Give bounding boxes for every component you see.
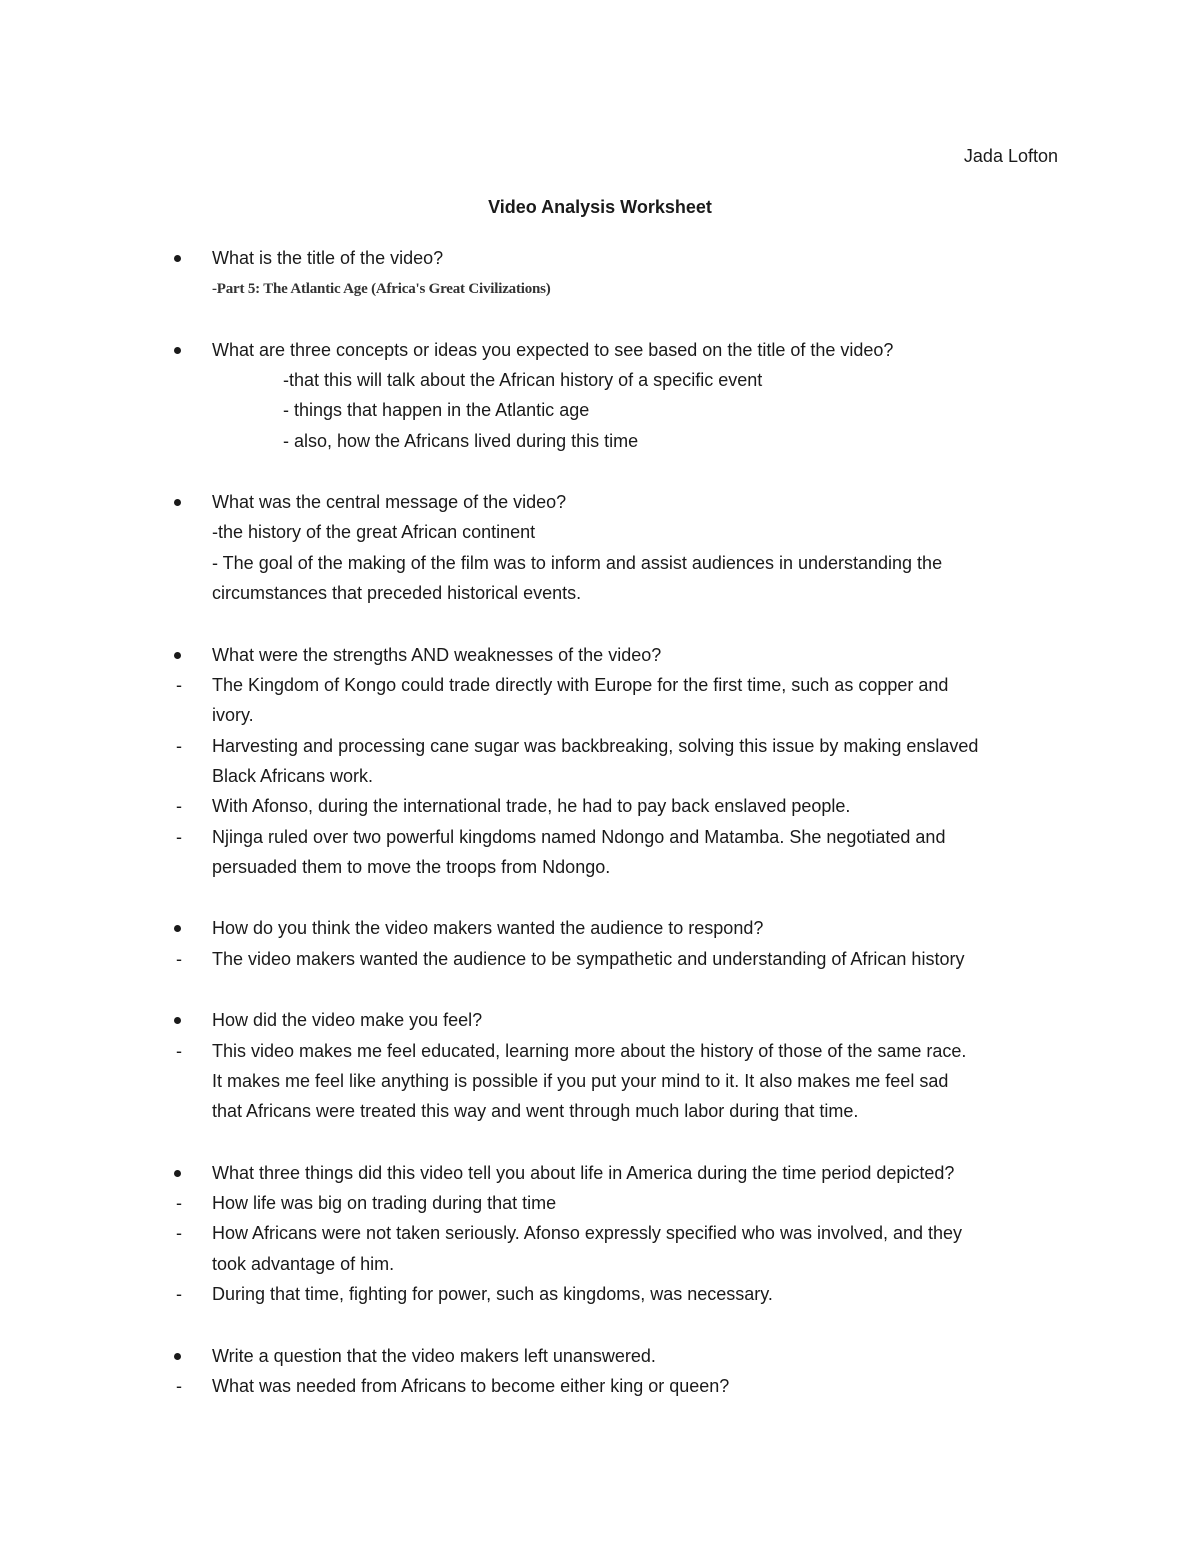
answer-line: - also, how the Africans lived during this time xyxy=(283,431,639,451)
answer-line: It makes me feel like anything is possible if you put your mind to it. It also makes me feel sad xyxy=(212,1071,949,1091)
answer-line: How life was big on trading during that time xyxy=(212,1193,557,1213)
answer-line: - The goal of the making of the film was to inform and assist audiences in understanding the xyxy=(212,553,943,573)
dash-marker: - xyxy=(176,949,182,969)
answer-line: Black Africans work. xyxy=(212,766,374,786)
answer-line: circumstances that preceded historical events. xyxy=(212,583,582,603)
dash-marker: - xyxy=(176,1223,182,1243)
bullet-icon xyxy=(172,1343,186,1373)
answer-line: -the history of the great African continent xyxy=(212,522,536,542)
answer-line: The Kingdom of Kongo could trade directly with Europe for the first time, such as copper and xyxy=(212,675,949,695)
answer-video-title: -Part 5: The Atlantic Age (Africa's Great Civilizations) xyxy=(212,281,551,297)
question-2: What are three concepts or ideas you expected to see based on the title of the video? xyxy=(212,340,894,360)
bullet-icon xyxy=(172,245,186,275)
bullet-icon xyxy=(172,1160,186,1190)
answer-line: that Africans were treated this way and went through much labor during that time. xyxy=(212,1101,859,1121)
bullet-icon xyxy=(172,642,186,672)
dash-marker: - xyxy=(176,1041,182,1061)
page-title: Video Analysis Worksheet xyxy=(488,197,712,217)
question-8: Write a question that the video makers left unanswered. xyxy=(212,1346,656,1366)
dash-marker: - xyxy=(176,736,182,756)
question-3: What was the central message of the video? xyxy=(212,492,567,512)
answer-line: How Africans were not taken seriously. Afonso expressly specified who was involved, and they xyxy=(212,1223,963,1243)
answer-line: ivory. xyxy=(212,705,254,725)
dash-marker: - xyxy=(176,1284,182,1304)
answer-line: -that this will talk about the African history of a specific event xyxy=(283,370,763,390)
bullet-icon xyxy=(172,337,186,367)
question-6: How did the video make you feel? xyxy=(212,1010,483,1030)
answer-line: This video makes me feel educated, learning more about the history of those of the same race. xyxy=(212,1041,967,1061)
dash-marker: - xyxy=(176,675,182,695)
answer-line: - things that happen in the Atlantic age xyxy=(283,400,590,420)
bullet-icon xyxy=(172,1007,186,1037)
bullet-icon xyxy=(172,489,186,519)
question-4: What were the strengths AND weaknesses of the video? xyxy=(212,645,662,665)
answer-line: The video makers wanted the audience to be sympathetic and understanding of African history xyxy=(212,949,965,969)
answer-line: Njinga ruled over two powerful kingdoms named Ndongo and Matamba. She negotiated and xyxy=(212,827,946,847)
question-1: What is the title of the video? xyxy=(212,248,444,268)
answer-line: Harvesting and processing cane sugar was backbreaking, solving this issue by making enslaved xyxy=(212,736,979,756)
question-7: What three things did this video tell you about life in America during the time period depicted? xyxy=(212,1163,955,1183)
author-name: Jada Lofton xyxy=(963,146,1058,166)
bullet-icon xyxy=(172,915,186,945)
answer-line: persuaded them to move the troops from Ndongo. xyxy=(212,857,611,877)
answer-line: During that time, fighting for power, such as kingdoms, was necessary. xyxy=(212,1284,773,1304)
answer-line: With Afonso, during the international trade, he had to pay back enslaved people. xyxy=(212,796,851,816)
dash-marker: - xyxy=(176,827,182,847)
question-5: How do you think the video makers wanted the audience to respond? xyxy=(212,918,764,938)
dash-marker: - xyxy=(176,1376,182,1396)
dash-marker: - xyxy=(176,1193,182,1213)
dash-marker: - xyxy=(176,796,182,816)
answer-line: What was needed from Africans to become either king or queen? xyxy=(212,1376,730,1396)
answer-line: took advantage of him. xyxy=(212,1254,395,1274)
